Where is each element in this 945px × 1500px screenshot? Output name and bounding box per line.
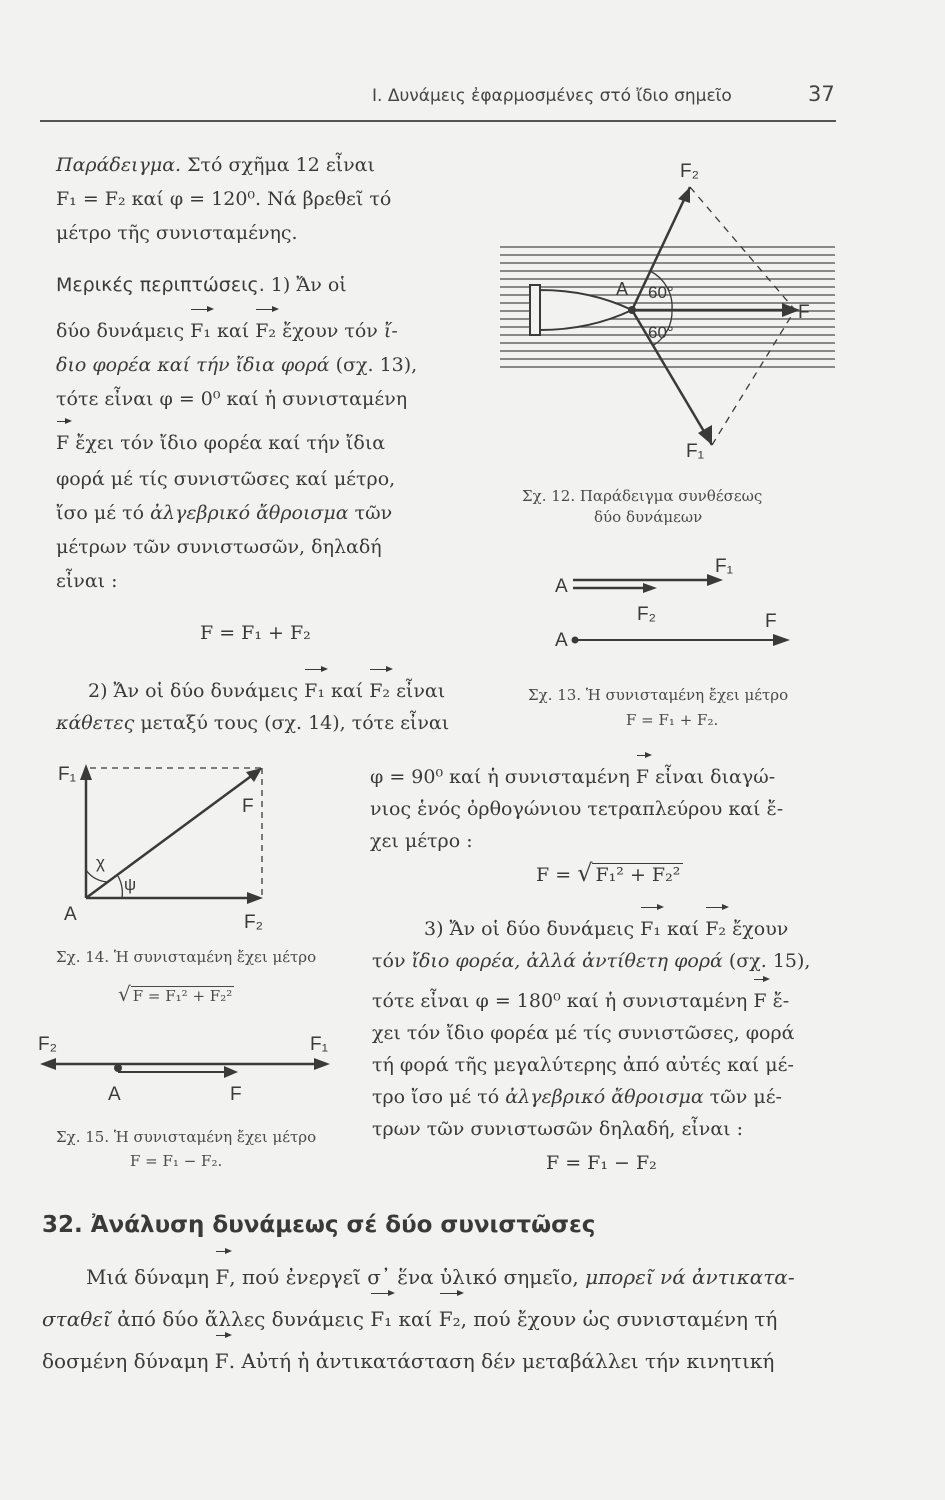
- fig15-point-a: [114, 1064, 122, 1072]
- case1-line-8: μέτρων τῶν συνιστωσῶν, δηλαδή: [56, 536, 382, 558]
- fig15-caption-1: Σχ. 15. Ἡ συνισταμένη ἔχει μέτρο: [56, 1128, 317, 1146]
- fig15-label-f1: F₁: [310, 1034, 329, 1055]
- example-line-1: Παράδειγμα. Στό σχῆμα 12 εἶναι: [56, 154, 375, 176]
- case3-line-5: τή φορά τῆς μεγαλύτερης ἀπό αὐτές καί μέ-: [372, 1054, 794, 1076]
- case1-line-6: φορά μέ τίς συνιστῶσες καί μέτρο,: [56, 468, 396, 490]
- fig14-label-chi: χ: [96, 853, 105, 872]
- fig13-arrow-f2: [643, 583, 657, 593]
- fig15-label-a: A: [108, 1084, 121, 1105]
- case3-line-1: 3) Ἄν οἱ δύο δυνάμεις F₁ καί F₂ ἔχουν: [424, 912, 788, 946]
- fig12-label-a: A: [616, 279, 629, 299]
- equation-3: F = F₁ − F₂: [546, 1152, 657, 1174]
- fig13-label-f1: F₁: [715, 556, 734, 577]
- case3-line-3: τότε εἶναι φ = 180⁰ καί ἡ συνισταμένη F ἔ-: [372, 984, 789, 1018]
- fig13-label-a1: A: [555, 576, 568, 597]
- fig12-angle-1: 60°: [648, 283, 674, 302]
- section-line-3: δοσμένη δύναμη F. Αὐτή ἡ ἀντικατάσταση δέν μεταβάλλει τήν κινητική: [42, 1340, 774, 1382]
- case2-right-line-3: χει μέτρο :: [370, 830, 473, 852]
- fig14-arrow-f: [246, 768, 262, 782]
- fig14-vector-f: [86, 774, 254, 898]
- fig12-caption-2: δύο δυνάμεων: [594, 508, 703, 526]
- fig15-arrow-f: [224, 1066, 238, 1078]
- fig15-label-f: F: [230, 1084, 242, 1105]
- page-number: 37: [808, 82, 835, 106]
- cases-heading-line: Μερικές περιπτώσεις. 1) Ἄν οἱ: [56, 274, 347, 296]
- fig12-arrow-f2: [678, 187, 690, 203]
- fig12-angle-2: 60°: [648, 323, 674, 342]
- case2-line-2: κάθετες μεταξύ τους (σχ. 14), τότε εἶναι: [56, 712, 450, 734]
- case3-line-2: τόν ἴδιο φορέα, ἀλλά ἀντίθετη φορά (σχ. 15),: [372, 950, 811, 972]
- figure-15: [38, 1028, 338, 1113]
- fig12-dashed-1: [690, 187, 795, 310]
- fig14-arrow-f1: [80, 764, 92, 780]
- fig13-label-f2: F₂: [637, 604, 656, 625]
- header-rule: [40, 120, 836, 122]
- fig12-label-f1: F₁: [686, 441, 705, 462]
- fig14-arc-psi: [118, 876, 122, 898]
- fig14-label-a: A: [64, 904, 77, 925]
- fig12-point-a: [628, 306, 636, 314]
- section-line-1: Μιά δύναμη F, πού ἐνεργεῖ σ᾽ ἕνα ὑλικό σημεῖο, μπορεῖ νά ἀντικατα-: [86, 1256, 795, 1298]
- fig13-caption-1: Σχ. 13. Ἡ συνισταμένη ἔχει μέτρο: [528, 686, 789, 704]
- fig13-caption-2: F = F₁ + F₂.: [626, 711, 719, 729]
- fig15-caption-2: F = F₁ − F₂.: [130, 1152, 223, 1170]
- fig12-label-f: F: [798, 302, 810, 323]
- fig14-arrow-f2: [247, 892, 263, 904]
- running-title: Ι. Δυνάμεις ἐφαρμοσμένες στό ἴδιο σημεῖο: [372, 86, 732, 106]
- example-line-3: μέτρο τῆς συνισταμένης.: [56, 222, 298, 244]
- case1-line-2: δύο δυνάμεις F₁ καί F₂ ἔχουν τόν ἴ-: [56, 314, 398, 348]
- case1-line-4: τότε εἶναι φ = 0⁰ καί ἡ συνισταμένη: [56, 388, 408, 410]
- figure-14: [58, 760, 278, 935]
- fig15-arrow-f2: [40, 1058, 56, 1070]
- case2-right-line-2: νιος ἑνός ὀρθογώνιου τετραπλεύρου καί ἔ-: [370, 798, 784, 820]
- equation-1: F = F₁ + F₂: [200, 622, 311, 644]
- fig14-label-f1: F₁: [58, 764, 77, 785]
- case1-line-7: ἴσο μέ τό ἀλγεβρικό ἄθροισμα τῶν: [56, 502, 393, 524]
- fig13-label-a2: A: [555, 630, 568, 651]
- fig14-label-psi: ψ: [124, 875, 137, 894]
- case2-line-1: 2) Ἄν οἱ δύο δυνάμεις F₁ καί F₂ εἶναι: [88, 674, 445, 708]
- fig12-caption-1: Σχ. 12. Παράδειγμα συνθέσεως: [522, 487, 763, 505]
- fig13-arrow-f: [773, 634, 790, 646]
- example-line-2: F₁ = F₂ καί φ = 120⁰. Νά βρεθεῖ τό: [56, 188, 392, 210]
- case3-line-4: χει τόν ἴδιο φορέα μέ τίς συνιστῶσες, φορά: [372, 1022, 795, 1044]
- fig14-label-f2: F₂: [244, 912, 263, 933]
- case1-line-3: διο φορέα καί τήν ἴδια φορά (σχ. 13),: [56, 354, 418, 376]
- fig12-label-f2: F₂: [680, 161, 699, 182]
- fig14-label-f: F: [242, 796, 254, 817]
- case3-line-6: τρο ἴσο μέ τό ἀλγεβρικό ἄθροισμα τῶν μέ-: [372, 1086, 782, 1108]
- figure-13: [555, 552, 805, 662]
- fig13-label-f: F: [765, 611, 777, 632]
- fig15-arrow-f1: [314, 1058, 330, 1070]
- fig14-caption-1: Σχ. 14. Ἡ συνισταμένη ἔχει μέτρο: [56, 948, 317, 966]
- fig15-label-f2: F₂: [38, 1034, 57, 1055]
- fig14-caption-2: √ F = F₁² + F₂²: [118, 982, 233, 1006]
- section-title: 32. Ἀνάλυση δυνάμεως σέ δύο συνιστῶσες: [42, 1212, 596, 1238]
- section-line-2: σταθεῖ ἀπό δύο ἄλλες δυνάμεις F₁ καί F₂, πού ἔχουν ὡς συνισταμένη τή: [42, 1298, 777, 1340]
- case2-right-line-1: φ = 90⁰ καί ἡ συνισταμένη F εἶναι διαγώ-: [370, 760, 775, 794]
- fig12-dashed-2: [712, 310, 795, 445]
- case1-line-5: F ἔχει τόν ἴδιο φορέα καί τήν ἴδια: [56, 426, 385, 460]
- figure-12: [500, 155, 840, 465]
- case3-line-7: τρων τῶν συνιστωσῶν δηλαδή, εἶναι :: [372, 1118, 744, 1140]
- case1-line-9: εἶναι :: [56, 570, 118, 592]
- equation-2: F = √ F₁² + F₂²: [536, 856, 683, 892]
